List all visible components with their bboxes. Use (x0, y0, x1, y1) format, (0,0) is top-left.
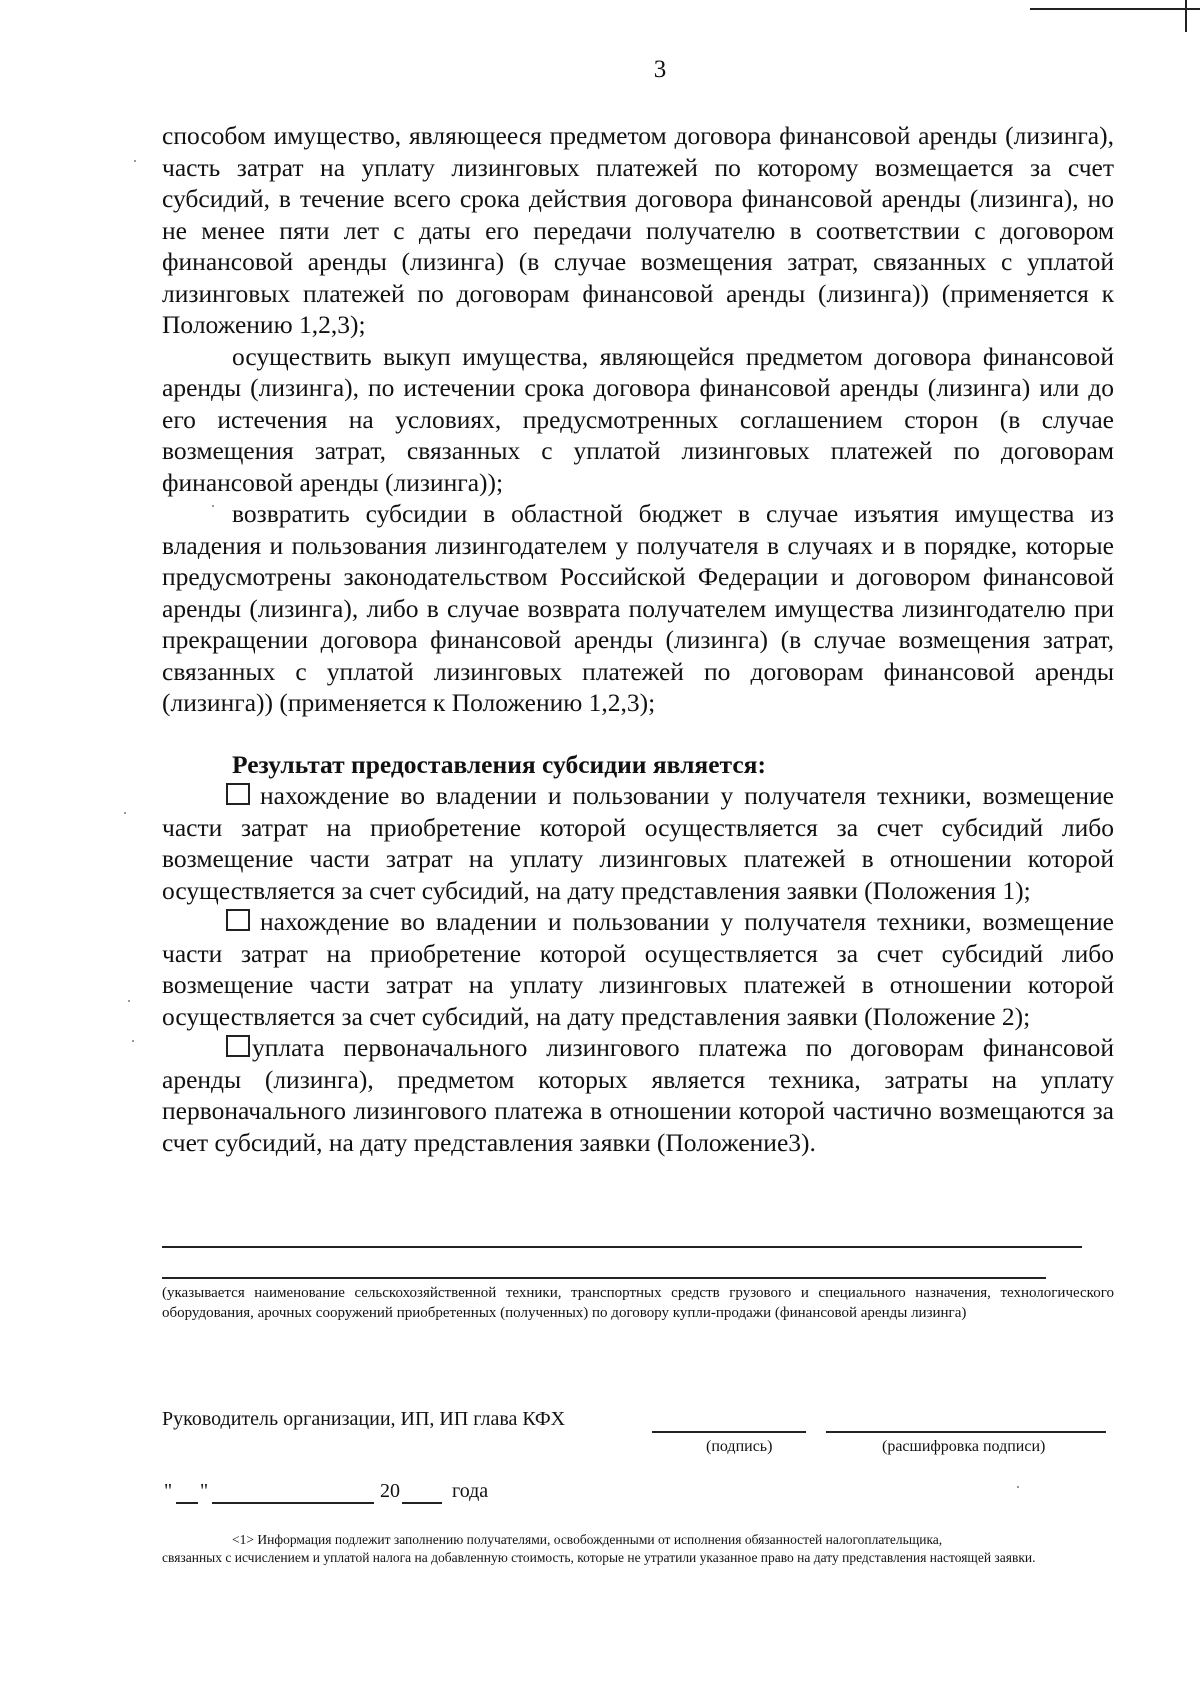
document-body (162, 120, 1114, 1158)
result-option-3 (162, 1032, 1114, 1158)
signer-label: Руководитель организации, ИП, ИП глава КФХ (162, 1408, 566, 1430)
result-option-1 (162, 780, 1114, 906)
signature-decode-caption: (расшифровка подписи) (882, 1438, 1046, 1455)
result-option-2 (162, 906, 1114, 1032)
scan-speck (134, 160, 136, 162)
signature-caption: (подпись) (706, 1438, 773, 1455)
result-heading: Результат предоставления субсидии является: (232, 749, 766, 779)
result-option-1-checkbox[interactable] (226, 783, 250, 805)
scan-speck (132, 1040, 134, 1042)
paragraph-buyout: осуществить выкуп имущества, являющейся предметом договора финансовой аренды (лизинга), по истечении срока договора финансовой аренды (лизинга) или до его истечения на условиях, предусмотренных соглашением сторон (в случае возмещения затрат, связанных с уплатой лизинговых платежей по договорам финансовой аренды (лизинга)); (162, 341, 1114, 497)
equipment-name-caption: (указывается наименование сельскохозяйственной техники, транспортных средств грузового и специального назначения, технологического оборудования, арочных сооружений приобретенных (полученных) по договору купли-продажи (финансовой аренды лизинга) (162, 1285, 1114, 1321)
date-year-line[interactable] (402, 1502, 442, 1504)
result-option-2-checkbox[interactable] (226, 909, 250, 931)
signature-line[interactable] (652, 1431, 806, 1433)
date-year-prefix: 20 (380, 1480, 400, 1502)
scan-edge-right (1185, 0, 1187, 32)
equipment-name-line-1[interactable] (162, 1246, 1082, 1248)
scan-speck (1017, 1486, 1019, 1488)
result-option-3-checkbox[interactable] (226, 1035, 250, 1057)
date-close-quote: " (200, 1480, 209, 1502)
footnote (162, 1531, 1114, 1567)
scan-edge-top (1030, 8, 1200, 10)
scan-speck (124, 812, 126, 814)
equipment-name-line-2[interactable] (162, 1277, 1046, 1279)
date-month-line[interactable] (212, 1502, 374, 1504)
result-option-1-text: нахождение во владении и пользовании у получателя техники, возмещение части затрат на приобретение которой осуществляется за счет субсидий либо возмещение части затрат на уплату лизинговых платежей в отношении которой осуществляется за счет субсидий, на дату представления заявки (Положения 1); (162, 781, 1114, 905)
date-day-line[interactable] (176, 1502, 198, 1504)
footnote-rest: связанных с исчислением и уплатой налога на добавленную стоимость, которые не утратили указанное право на дату представления настоящей заявки. (162, 1550, 1036, 1565)
result-option-2-text: нахождение во владении и пользовании у получателя техники, возмещение части затрат на приобретение которой осуществляется за счет субсидий либо возмещение части затрат на уплату лизинговых платежей в отношении которой осуществляется за счет субсидий, на дату представления заявки (Положение 2); (162, 907, 1114, 1031)
scan-speck (128, 1000, 130, 1002)
footnote-first-line: <1> Информация подлежит заполнению получателями, освобожденными от исполнения обязанностей налогоплательщика, (232, 1532, 943, 1547)
paragraph-return-subsidy: возвратить субсидии в областной бюджет в случае изъятия имущества из владения и пользования лизингодателем у получателя в случаях и в порядке, которые предусмотрены законодательством Российской Федерации и договором финансовой аренды (лизинга), либо в случае возврата получателем имущества лизингодателю при прекращении договора финансовой аренды (лизинга) (в случае возмещения затрат, связанных с уплатой лизинговых платежей по договорам финансовой аренды (лизинга)) (применяется к Положению 1,2,3); (162, 499, 1114, 717)
date-open-quote: " (164, 1480, 173, 1502)
result-option-3-text: уплата первоначального лизингового платежа по договорам финансовой аренды (лизинга), предметом которых является техника, затраты на уплату первоначального лизингового платежа в отношении которой частично возмещаются за счет субсидий, на дату представления заявки (Положение3). (162, 1033, 1114, 1157)
scan-speck (212, 505, 214, 507)
paragraph-property-use: способом имущество, являющееся предметом договора финансовой аренды (лизинга), часть затрат на уплату лизинговых платежей по которому возмещается за счет субсидий, в течение всего срока действия договора финансовой аренды (лизинга), но не менее пяти лет с даты его передачи получателю в соответствии с договором финансовой аренды (лизинга) (в случае возмещения затрат, связанных с уплатой лизинговых платежей по договорам финансовой аренды (лизинга)) (применяется к Положению 1,2,3); (162, 121, 1114, 339)
date-year-suffix: года (452, 1480, 489, 1502)
signature-decode-line[interactable] (826, 1431, 1106, 1433)
page-number: 3 (653, 56, 667, 83)
